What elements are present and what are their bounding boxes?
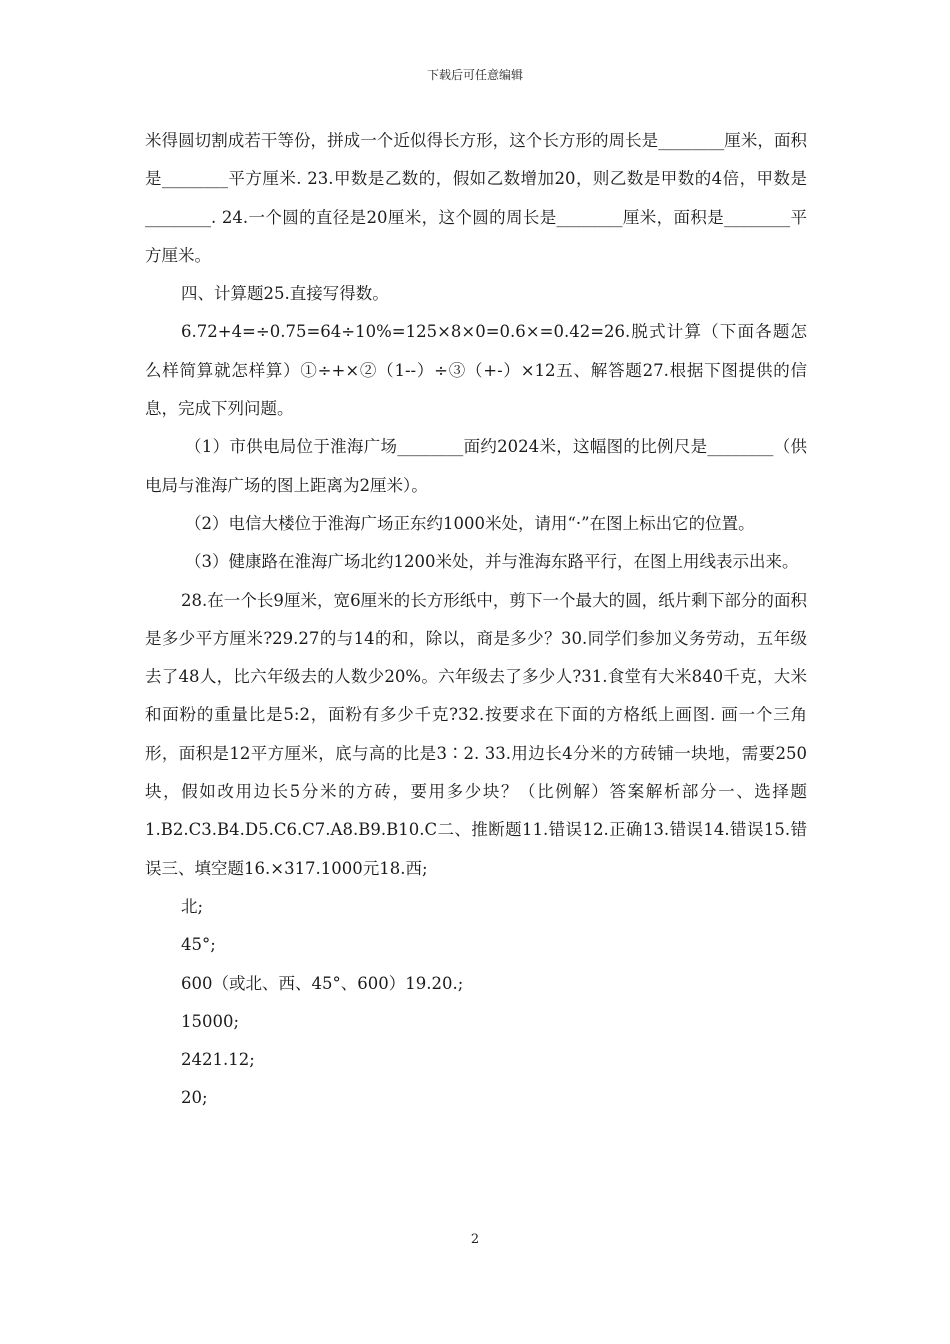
document-body xyxy=(145,122,807,1118)
paragraph-word-problems: 28.在一个长9厘米，宽6厘米的长方形纸中，剪下一个最大的圆，纸片剩下部分的面积是多少平方厘米?29.27的与14的和，除以，商是多少？30.同学们参加义务劳动，五年级去了48人，比六年级去的人数少20%。六年级去了多少人?31.食堂有大米840千克，大米和面粉的重量比是5:2，面粉有多少千克?32.按要求在下面的方格纸上画图. 画一个三角形，面积是12平方厘米，底与高的比是3∶2. 33.用边长4分米的方砖铺一块地，需要250块，假如改用边长5分米的方砖，要用多少块？（比例解）答案解析部分一、选择题1.B2.C3.B4.D5.C6.C7.A8.B9.B10.C二、推断题11.错误12.正确13.错误14.错误15.错误三、填空题16.×317.1000元18.西; xyxy=(145,590,807,878)
answer-line: 15000; xyxy=(181,1011,240,1031)
paragraph-fill-blanks: 米得圆切割成若干等份，拼成一个近似得长方形，这个长方形的周长是________厘米，面积是________平方厘米. 23.甲数是乙数的，假如乙数增加20，则乙数是甲数的4倍，甲数是________. 24.一个圆的直径是20厘米，这个圆的周长是________厘米，面积是________平方厘米。 xyxy=(145,131,807,265)
answer-line: 北; xyxy=(181,896,204,916)
answer-line: 2421.12; xyxy=(181,1050,255,1070)
paragraph-question-2: （2）电信大楼位于淮海广场正东约1000米处，请用“·”在图上标出它的位置。 xyxy=(185,513,755,533)
answer-line: 600（或北、西、45°、600）19.20.; xyxy=(181,973,464,993)
paragraph-calculation: 6.72+4=÷0.75=64÷10%=125×8×0=0.6×=0.42=26.脱式计算（下面各题怎么样简算就怎样算）①÷+×②（1--）÷③（+-）×12五、解答题27.根据下图提供的信息，完成下列问题。 xyxy=(145,322,807,419)
answer-line: 20; xyxy=(181,1088,208,1108)
answer-line: 45°; xyxy=(181,935,216,955)
paragraph-question-1: （1）市供电局位于淮海广场________面约2024米，这幅图的比例尺是________（供电局与淮海广场的图上距离为2厘米）。 xyxy=(145,437,807,495)
page-number: 2 xyxy=(470,1232,480,1247)
paragraph-question-3: （3）健康路在淮海广场北约1200米处，并与淮海东路平行，在图上用线表示出来。 xyxy=(185,552,799,572)
section-heading-calculation: 四、计算题25.直接写得数。 xyxy=(181,284,389,304)
page-header: 下载后可任意编辑 xyxy=(426,68,523,82)
